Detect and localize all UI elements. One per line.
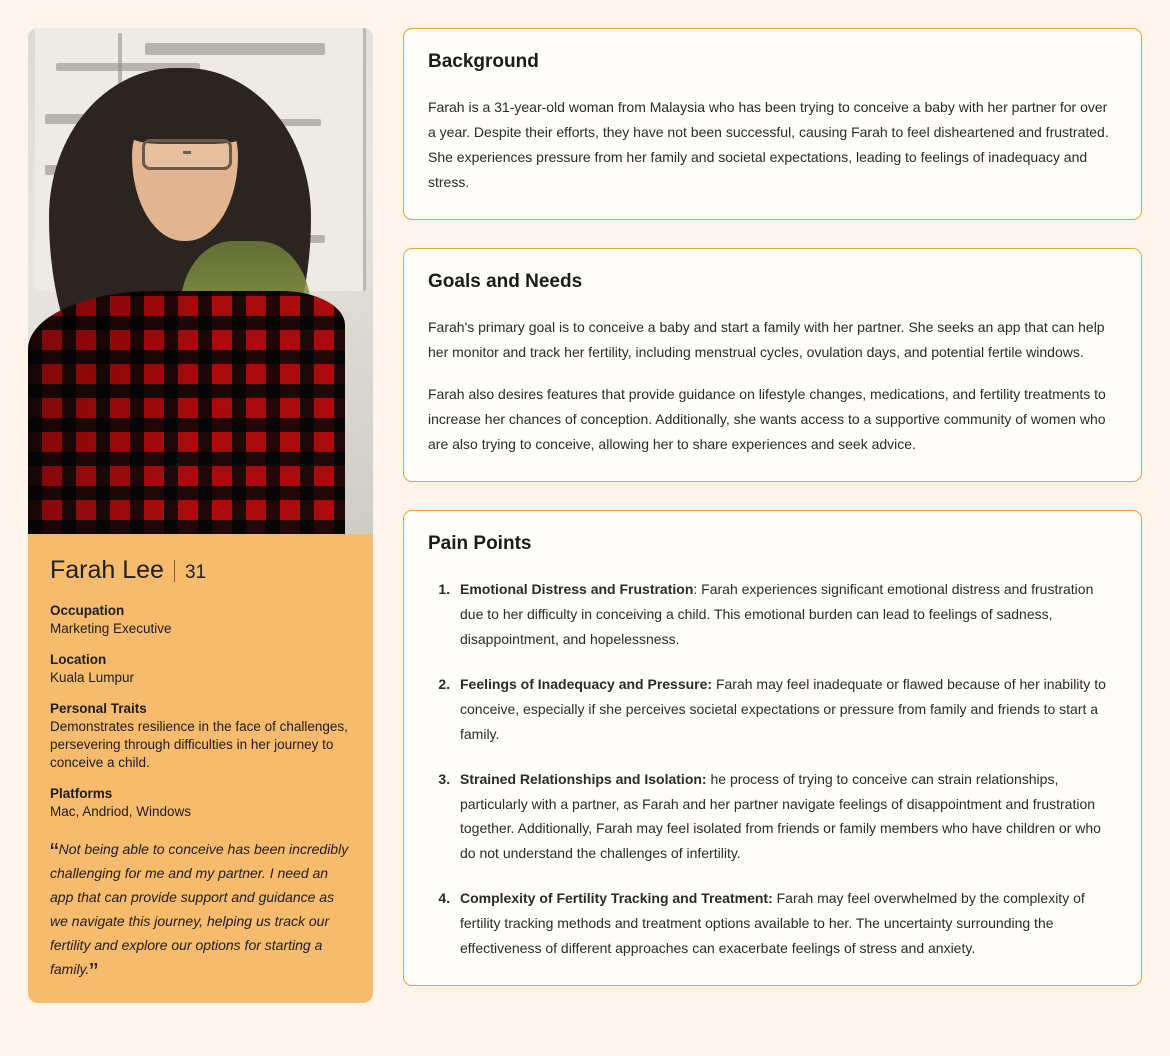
quote-text: Not being able to conceive has been incredibly challenging for me and my partner. I need an app that can provide support and guidance as we navigate this journey, helping us track our fertility and explore our options for starting a family. [50,840,349,978]
panel-title: Goals and Needs [428,270,583,292]
persona-name: Farah Lee [50,556,164,584]
pain-points-list [428,577,1117,961]
pain-point-title: Feelings of Inadequacy and Pressure: [460,675,713,692]
list-item [454,886,1117,961]
persona-quote [50,836,351,988]
pain-point-title: Emotional Distress and Frustration [460,581,694,598]
glasses-icon [142,139,232,169]
pain-point-title: Strained Relationships and Isolation: [460,770,707,787]
field-label: Personal Traits [50,700,147,716]
whiteboard-mark [145,43,324,55]
panel-paragraph: Farah also desires features that provide guidance on lifestyle changes, medications, and fertility treatments to increase her chances of conception. Additionally, she wants access to a supportive community of women who are also trying to conceive, allowing her to share experiences and seek advice. [428,386,1106,453]
pain-point-title: Complexity of Fertility Tracking and Treatment: [460,890,773,907]
pain-point-body: he process of trying to conceive can strain relationships, particularly with a partner, as Farah and her partner navigate feelings of disappointment and frustration together. Additionally, Farah may feel isolated from friends or family members who have children or who do not understand the challenges of infertility. [460,770,1101,862]
pain-point-body: : Farah experiences significant emotional distress and frustration due to her difficulty in conceiving a child. This emotional burden can lead to feelings of sadness, disappointment, and hopelessness. [460,581,1094,647]
panel-background [403,28,1142,220]
panel-paragraph: Farah's primary goal is to conceive a baby and start a family with her partner. She seeks an app that can help her monitor and track her fertility, including menstrual cycles, ovulation days, and potential fertile windows. [428,318,1105,360]
panel-title: Pain Points [428,533,532,555]
field-label: Platforms [50,785,113,801]
profile-card [28,28,373,1003]
field-label: Occupation [50,603,125,618]
field-platforms [50,786,351,821]
field-value: Mac, Andriod, Windows [50,803,192,819]
list-item [454,672,1117,747]
field-occupation [50,603,351,638]
content-column [403,28,1142,1028]
quote-open-mark: “ [50,836,59,867]
list-item [454,767,1117,867]
field-label: Location [50,651,107,667]
panel-pain-points [403,510,1142,986]
name-row [50,556,351,585]
panel-paragraph: Farah is a 31-year-old woman from Malaysia who has been trying to conceive a baby with her partner for over a year. Despite their efforts, they have not been successful, causing Farah to feel disheartened and frustrated. She experiences pressure from her family and societal expectations, leading to feelings of inadequacy and stress. [428,99,1109,190]
panel-goals-and-needs [403,248,1142,483]
persona-age: 31 [184,562,207,583]
name-divider [174,560,175,582]
field-value: Demonstrates resilience in the face of challenges, persevering through difficulties in her journey to conceive a child. [50,718,348,770]
person-fringe [118,79,256,145]
quote-close-mark: ” [89,957,99,988]
panel-title: Background [428,51,539,72]
list-item [454,577,1117,652]
field-value: Marketing Executive [50,621,172,636]
portrait-photo [28,28,373,534]
field-location [50,652,351,687]
pain-point-body: Farah may feel overwhelmed by the complexity of fertility tracking methods and treatment options available to her. The uncertainty surrounding the effectiveness of different approaches can exacerbate feelings of stress and anxiety. [460,890,1085,957]
person-shirt-shadow [28,291,345,534]
field-personal-traits [50,701,351,772]
field-value: Kuala Lumpur [50,669,135,685]
pain-point-body: Farah may feel inadequate or flawed because of her inability to conceive, especially if she perceives societal expectations or pressure from family and friends to start a family. [460,675,1106,742]
profile-details [28,534,373,1003]
